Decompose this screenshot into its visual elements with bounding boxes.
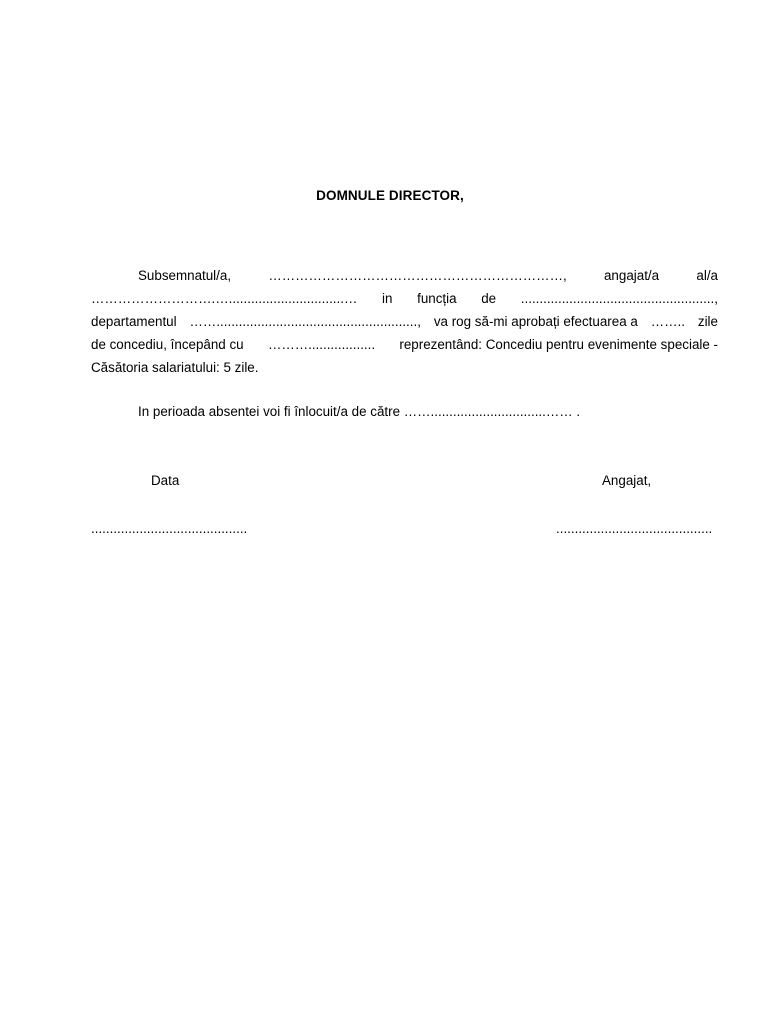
date-blank-line: ..........................................: [91, 521, 248, 536]
document-title: DOMNULE DIRECTOR,: [316, 188, 464, 203]
employee-signature-label: Angajat,: [602, 473, 652, 488]
of-label: al/a: [696, 268, 718, 283]
department-blank: ……......................................................,: [189, 314, 421, 329]
date-label: Data: [151, 473, 180, 488]
undersigned-label: Subsemnatul/a,: [138, 268, 232, 283]
function-blank: ....................................................,: [520, 291, 718, 306]
replacement-text: In perioada absentei voi fi înlocuit/a de către: [138, 404, 401, 419]
days-word: zile: [697, 314, 718, 329]
days-count-blank: ……..: [650, 314, 685, 329]
request-paragraph: [91, 264, 718, 379]
paragraph-line-2: [91, 287, 718, 310]
paragraph-line-1: [91, 264, 718, 287]
paragraph-line-3: [91, 310, 718, 333]
employee-signature-line: ..........................................: [556, 521, 713, 536]
leave-reason-text: Căsătoria salariatului: 5 zile.: [91, 360, 259, 375]
name-blank: …………………………………………………………,: [268, 268, 567, 283]
paragraph-line-5: [91, 356, 718, 379]
in-word: in: [382, 291, 393, 306]
paragraph-line-4: [91, 333, 718, 356]
leave-type-text: reprezentând: Concediu pentru evenimente speciale -: [399, 337, 718, 352]
approval-request-text: va rog să-mi aprobați efectuarea a: [433, 314, 638, 329]
function-word: funcția: [417, 291, 457, 306]
start-date-blank: ………..................: [267, 337, 376, 352]
department-label: departamentul: [91, 314, 177, 329]
of-word: de: [481, 291, 497, 306]
replacement-blank: ……...............................……: [403, 404, 573, 419]
leave-start-text: de concediu, începând cu: [91, 337, 244, 352]
employee-label: angajat/a: [603, 268, 660, 283]
employer-blank: ……………………….…...............................…: [91, 291, 358, 306]
replacement-end: .: [576, 404, 581, 419]
replacement-paragraph: [138, 404, 580, 419]
